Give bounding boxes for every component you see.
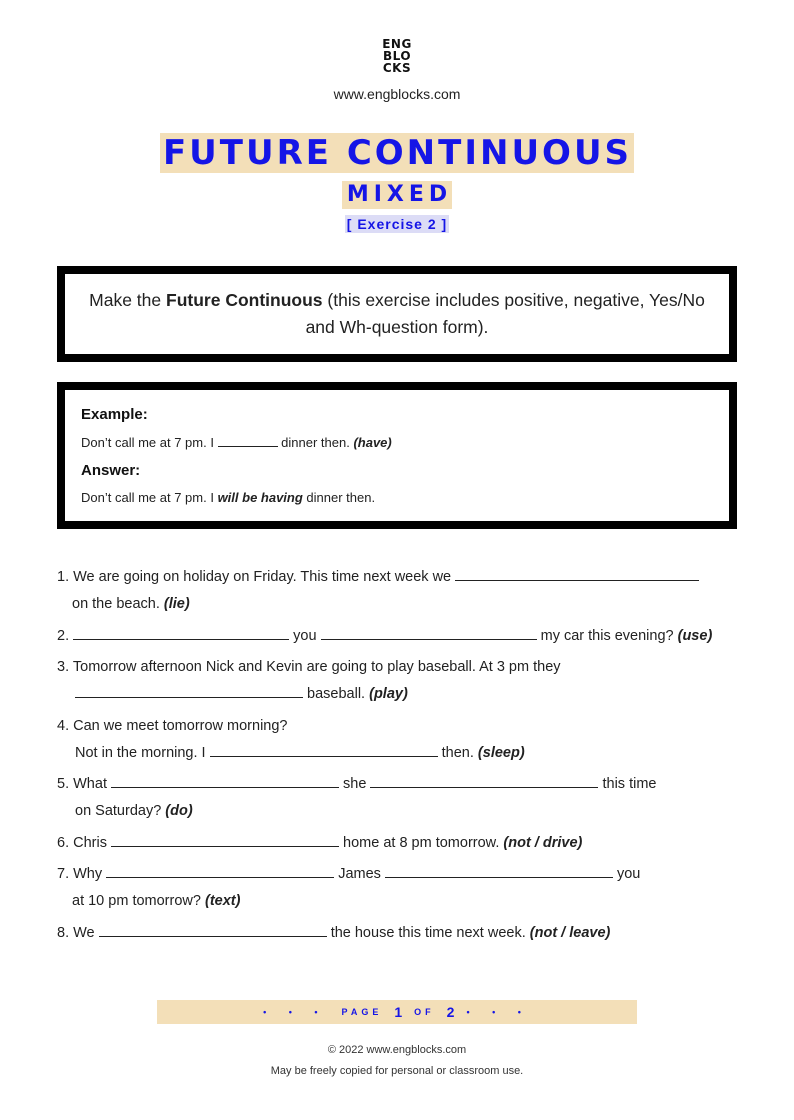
logo-line-2: BLO — [382, 49, 412, 63]
answer-label: Answer: — [81, 462, 141, 479]
question-5-cont: on Saturday? (do) — [75, 803, 193, 819]
question-3-cont: baseball. (play) — [75, 686, 408, 702]
question-4-cont: Not in the morning. I then. (sleep) — [75, 745, 525, 761]
question-7-cont: at 10 pm tomorrow? (text) — [72, 893, 241, 909]
question-5: 5. What she this time — [57, 776, 657, 792]
example-box — [57, 382, 737, 529]
license-note: May be freely copied for personal or classroom use. — [270, 1065, 524, 1077]
example-sentence: Don’t call me at 7 pm. I dinner then. (have) — [81, 435, 392, 450]
page-indicator — [157, 1000, 637, 1024]
answer-blank[interactable] — [321, 639, 537, 640]
dots-right: • • • — [466, 1007, 531, 1017]
logo-line-1: ENG — [382, 37, 412, 51]
logo-line-3: CKS — [382, 61, 412, 75]
question-1-cont: on the beach. (lie) — [72, 596, 190, 612]
answer-blank[interactable] — [370, 787, 598, 788]
instruction-text: Make the Future Continuous (this exercise includes positive, negative, Yes/No and Wh-question form). — [89, 290, 705, 337]
answer-blank[interactable] — [75, 697, 303, 698]
question-7: 7. Why James you — [57, 866, 641, 882]
answer-text: will be having — [217, 490, 303, 505]
total-pages: 2 — [446, 1004, 455, 1020]
answer-blank[interactable] — [111, 787, 339, 788]
page-subtitle: MIXED — [342, 181, 452, 209]
dots-left: • • • — [263, 1007, 328, 1017]
exercise-label: [ Exercise 2 ] — [346, 216, 448, 232]
site-url[interactable]: www.engblocks.com — [333, 86, 461, 102]
instruction-box — [57, 266, 737, 362]
instruction-tense: Future Continuous — [166, 290, 323, 310]
of-word: OF — [414, 1007, 435, 1017]
answer-sentence: Don’t call me at 7 pm. I will be having dinner then. — [81, 490, 376, 505]
page-word: PAGE — [341, 1007, 383, 1017]
question-2: 2. you my car this evening? (use) — [57, 628, 713, 644]
question-4: 4. Can we meet tomorrow morning? — [57, 718, 288, 734]
question-3: 3. Tomorrow afternoon Nick and Kevin are going to play baseball. At 3 pm they — [57, 659, 561, 675]
question-6: 6. Chris home at 8 pm tomorrow. (not / drive) — [57, 835, 583, 851]
example-label: Example: — [81, 406, 148, 423]
answer-blank[interactable] — [73, 639, 289, 640]
copyright: © 2022 www.engblocks.com — [327, 1044, 467, 1056]
example-hint: (have) — [353, 435, 392, 450]
engblocks-logo — [0, 38, 794, 74]
answer-blank[interactable] — [385, 877, 613, 878]
answer-blank[interactable] — [111, 846, 339, 847]
current-page: 1 — [394, 1004, 403, 1020]
example-blank — [218, 446, 278, 447]
question-8: 8. We the house this time next week. (not / leave) — [57, 925, 611, 941]
question-1: 1. We are going on holiday on Friday. This time next week we — [57, 569, 699, 585]
answer-blank[interactable] — [99, 936, 327, 937]
answer-blank[interactable] — [106, 877, 334, 878]
page-title: FUTURE CONTINUOUS — [160, 133, 634, 173]
answer-blank[interactable] — [455, 580, 699, 581]
answer-blank[interactable] — [210, 756, 438, 757]
